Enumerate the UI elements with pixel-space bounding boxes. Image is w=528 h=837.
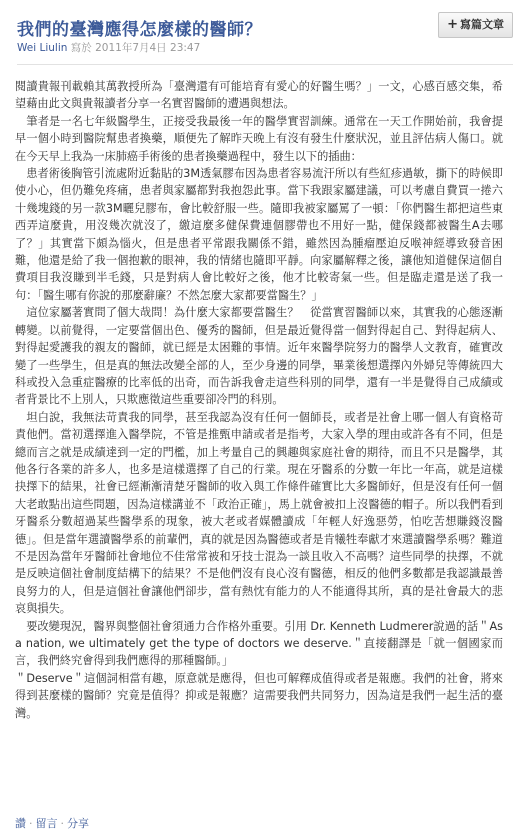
separator: · <box>60 817 64 830</box>
paragraph-question: 這位家屬著實問了個大哉問！為什麼大家都要當醫生？ 從當實習醫師以來，其實我的心態逐漸轉變。以前覺得，一定要當個出色、優秀的醫師，但是最近覺得當一個對得起自己、對得起病人、對得起愛護我的親友的醫師，就已經是太困難的事情。近年來醫學院努力的醫學人文教育，確實改變了一些學生，但是真的無法改變全部的人，至少身邊的同學，畢業後想選擇內外婦兒等傳統四大科或投入急重症醫療的比率低的出奇，而告訴我會走這些科別的同學，還有一半是覺得自己成績或者背景比不上別人，只欺應徵這些重要卻冷門的科別。 <box>15 306 503 407</box>
paragraph-background: 筆者是一名七年級醫學生，正接受我最後一年的醫學實習訓練。通常在一天工作開始前，我會提早一個小時到醫院幫患者換藥，順便先了解昨天晚上有沒有發生什麼狀況，並且評估病人傷口。就在今天早上我為一床肺癌手術後的患者換藥過程中，發生以下的插曲： <box>15 114 503 163</box>
comment-link[interactable]: 留言 <box>35 817 58 830</box>
paragraph-conclusion: ＂Deserve＂這個詞相當有趣，原意就是應得，但也可解釋成值得或者是報應。我們的社會，將來得到甚麼樣的醫師？究竟是值得？抑或是報應？這需要我們共同努力，因為這是我們一起生活的臺灣。 <box>15 671 503 720</box>
posted-label: 寫於 <box>70 42 92 54</box>
post-date: 2011年7月4日 23:47 <box>95 42 201 54</box>
paragraph-intro: 閱讀貴報刊載賴其萬教授所為「臺灣還有可能培育有愛心的好醫生嗎？」一文，心感百感交集，希望藉由此文與貴報讀者分享一名實習醫師的遭遇與想法。 <box>15 80 503 111</box>
author-link[interactable]: Wei Liulin <box>17 42 68 54</box>
separator: · <box>29 817 33 830</box>
like-link[interactable]: 讚 <box>15 817 26 830</box>
note-body <box>15 78 503 722</box>
note-actions <box>15 815 89 831</box>
paragraph-incident: 患者術後胸管引流處附近黏貼的3M透氣膠布因為患者容易流汗所以有些紅疹過敏，撕下的時候即使小心，但仍難免疼痛，患者與家屬都對我抱怨此事。當下我跟家屬建議，可以考慮自費買一捲六十幾塊錢的另一款3M曬兒膠布，會比較舒服一些。隨即我被家屬罵了一頓：「你們醫生都把這些東西弄這麼貴，用沒幾次就沒了，繳這麼多健保費連個膠帶也不用好一點，健保錢都被醫生A去哪了？」其實當下頗為惱火，但是患者平常跟我關係不錯，雖然因為腫瘤壓迫反喉神經導致發音困難，他還是給了我一個抱歉的眼神，我的情緒也隨即平靜。向家屬解釋之後，讓他知道健保這個自費項目我沒賺到半毛錢，只是對病人會比較好之後，他才比較寄氣一些。但是臨走還是送了我一句：「醫生哪有你說的那麼辭廉？不然怎麼大家都要當醫生？」 <box>15 167 503 302</box>
write-note-label: 寫篇文章 <box>460 18 504 31</box>
note-title[interactable]: 我們的臺灣應得怎麼樣的醫師？ <box>17 20 262 40</box>
paragraph-reflection: 坦白說，我無法苛責我的同學，甚至我認為沒有任何一個師長，或者是社會上哪一個人有資格苛責他們。當初選擇進入醫學院，不管是推甄申請或者是指考，大家入學的理由或許各有不同，但是總而言之就是成績達到一定的門檻，加上考量自己的興趣與家庭社會的期待，而且不只是醫學，其他各行各業的許多人，也多是這樣選擇了自己的行業。現在牙醫系的分數一年比一年高，就是這樣抉擇下的結果，社會已經漸漸清楚牙醫師的收入與工作條件確實比大多醫師好，但是沒有任何一個大老敢點出這些問題，因為這樣講並不「政治正確」，馬上就會被扣上沒醫德的帽子。所以我們看到牙醫系分數超過某些醫學系的現象，被大老或者媒體讀成「年輕人好逸惡勞，怕吃苦想賺錢沒醫德」。但是當年選讀醫學系的前輩們，真的就是因為醫德或者是肯犧牲奉獻才來選讀醫學系嗎？難道不是因為當年牙醫師社會地位不佳常常被和牙技士混為一談且收入不高嗎？這些同學的抉擇，不就是反映這個社會制度結構下的結果？不是他們沒有良心沒有醫德，相反的他們多數都是我認識最善良努力的人，但是這個社會讓他們卻步，當有熱忱有能力的人不能適得其所，真的是社會最大的悲哀與損失。 <box>15 410 503 616</box>
write-note-button[interactable] <box>438 12 513 38</box>
plus-icon: + <box>447 17 458 32</box>
paragraph-quote: 要改變現況，醫界與整個社會須通力合作格外重要。引用 Dr. Kenneth Ludmerer說過的話＂As a nation, we ultimately get the type of doctors we deserve.＂直接翻譯是「就一個國家而言，我們終究會得到我們應得的那種醫師。」 <box>15 619 503 668</box>
share-link[interactable]: 分享 <box>67 817 89 830</box>
header-divider <box>17 64 513 65</box>
note-header <box>17 12 513 60</box>
byline <box>17 40 200 55</box>
